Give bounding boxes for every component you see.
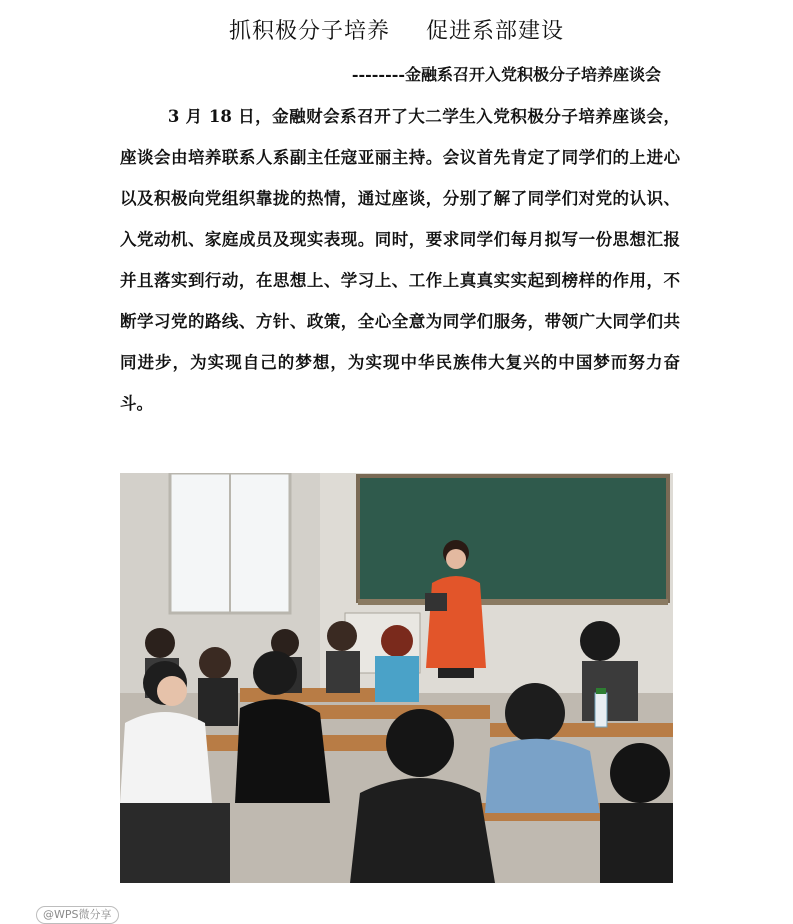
document-subtitle: --------金融系召开入党积极分子培养座谈会 bbox=[351, 65, 661, 84]
body-paragraph: 3 月 18 日，金融财会系召开了大二学生入党积极分子培养座谈会，座谈会由培养联系人系副主任寇亚丽主持。会议首先肯定了同学们的上进心以及积极向党组织靠拢的热情，通过座谈，分别了解了同学们对党的认识、入党动机、家庭成员及现实表现。同时，要求同学们每月拟写一份思想汇报并且落实到行动，在思想上、学习上、工作上真真实实起到榜样的作用，不断学习党的路线、方针、政策，全心全意为同学们服务，带领广大同学们共同进步，为实现自己的梦想，为实现中华民族伟大复兴的中国梦而努力奋斗。 bbox=[120, 107, 680, 413]
title-part-1: 抓积极分子培养 bbox=[228, 19, 390, 44]
title-part-2: 促进系部建设 bbox=[426, 19, 565, 44]
document-title bbox=[0, 14, 793, 45]
wps-share-watermark: @WPS微分享 bbox=[36, 906, 119, 924]
meeting-photo bbox=[120, 473, 673, 883]
